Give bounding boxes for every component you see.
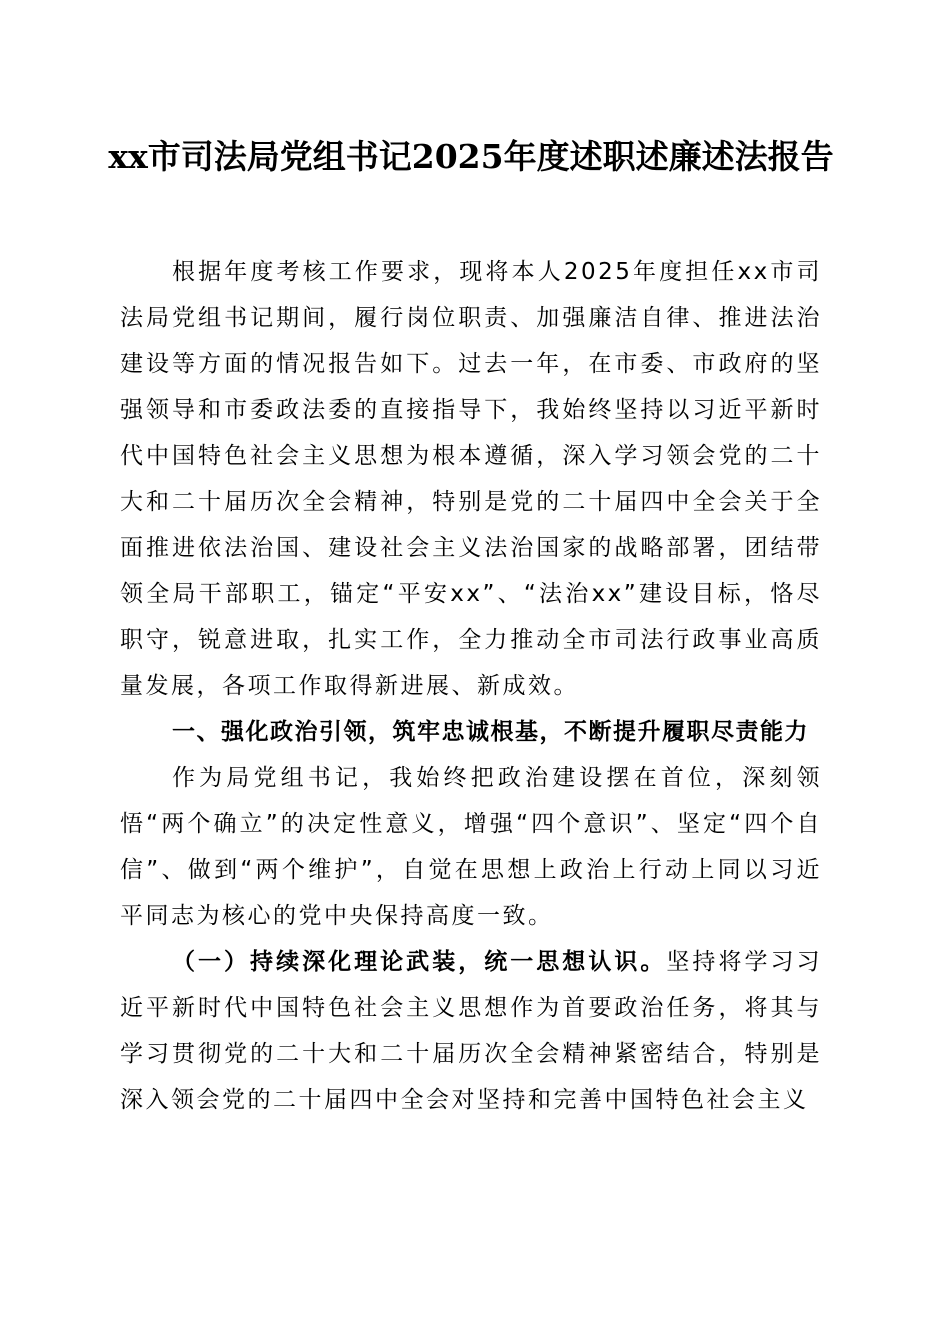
section-1-paragraph: 作为局党组书记，我始终把政治建设摆在首位，深刻领悟“两个确立”的决定性意义，增强“四个意识”、坚定“四个自信”、做到“两个维护”，自觉在思想上政治上行动上同以习近平同志为核心的党中央保持高度一致。 [120, 765, 822, 929]
subsection-1-text: 坚持将学习习近平新时代中国特色社会主义思想作为首要政治任务，将其与学习贯彻党的二十大和二十届历次全会精神紧密结合，特别是深入领会党的二十届四中全会对坚持和完善中国特色社会主义 [120, 949, 823, 1113]
document-body [120, 249, 822, 1123]
document-title: xx市司法局党组书记2025年度述职述廉述法报告 [108, 137, 834, 176]
intro-paragraph: 根据年度考核工作要求，现将本人2025年度担任xx市司法局党组书记期间，履行岗位职责、加强廉洁自律、推进法治建设等方面的情况报告如下。过去一年，在市委、市政府的坚强领导和市委政法委的直接指导下，我始终坚持以习近平新时代中国特色社会主义思想为根本遵循，深入学习领会党的二十大和二十届历次全会精神，特别是党的二十届四中全会关于全面推进依法治国、建设社会主义法治国家的战略部署，团结带领全局干部职工，锚定“平安xx”、“法治xx”建设目标，恪尽职守，锐意进取，扎实工作，全力推动全市司法行政事业高质量发展，各项工作取得新进展、新成效。 [120, 259, 822, 699]
subsection-1-paragraph [120, 939, 822, 1123]
section-heading-1: 一、强化政治引领，筑牢忠诚根基，不断提升履职尽责能力 [172, 719, 809, 745]
subsection-1-heading: （一）持续深化理论武装，统一思想认识。 [172, 949, 667, 975]
